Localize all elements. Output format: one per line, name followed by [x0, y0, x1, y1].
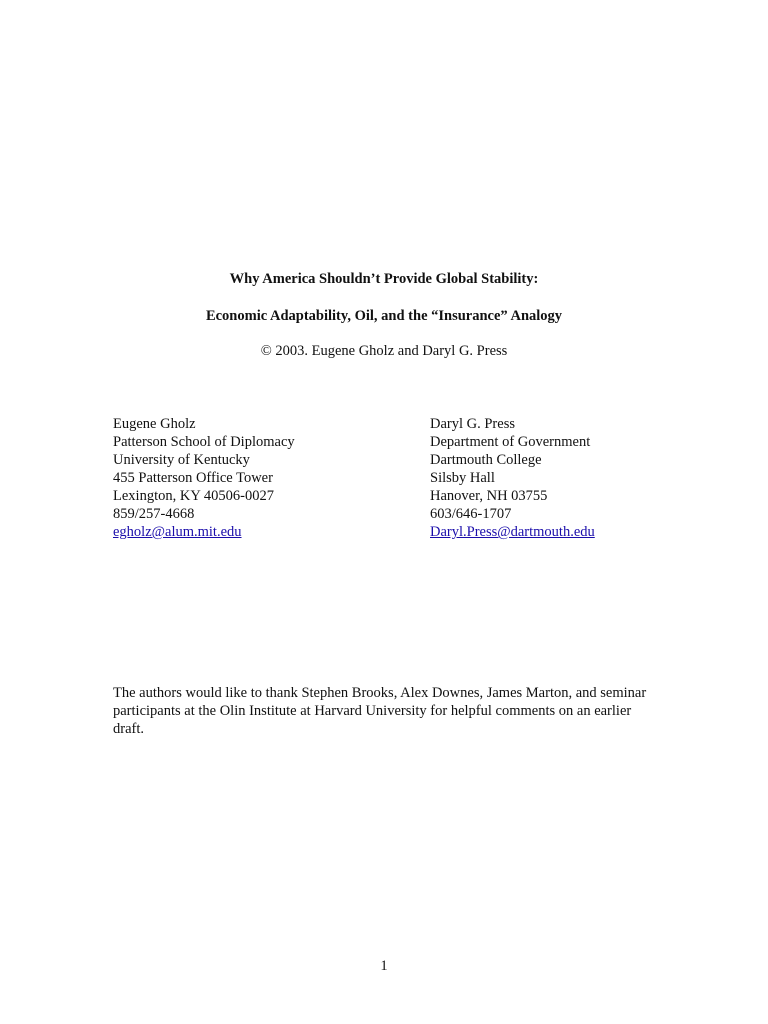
author-name: Eugene Gholz [113, 416, 196, 432]
author-institution: University of Kentucky [113, 452, 250, 468]
author-block-press [430, 415, 595, 541]
author-affiliation: Patterson School of Diplomacy [113, 434, 295, 450]
author-address-line-1: 455 Patterson Office Tower [113, 470, 273, 486]
acknowledgment-paragraph: The authors would like to thank Stephen Brooks, Alex Downes, James Marton, and seminar participants at the Olin Institute at Harvard University for helpful comments on an earlier draft. [113, 685, 647, 737]
paper-subtitle: Economic Adaptability, Oil, and the “Insurance” Analogy [205, 308, 563, 324]
page-number: 1 [380, 958, 388, 974]
author-phone: 603/646-1707 [430, 506, 512, 522]
author-phone: 859/257-4668 [113, 506, 195, 522]
author-email-link[interactable]: egholz@alum.mit.edu [113, 524, 242, 540]
copyright-notice: © 2003. Eugene Gholz and Daryl G. Press [260, 343, 508, 359]
author-block-gholz [113, 415, 295, 541]
author-affiliation: Department of Government [430, 434, 591, 450]
author-name: Daryl G. Press [430, 416, 515, 432]
author-email-link[interactable]: Daryl.Press@dartmouth.edu [430, 524, 595, 540]
author-institution: Dartmouth College [430, 452, 542, 468]
paper-title: Why America Shouldn’t Provide Global Stability: [229, 271, 539, 287]
author-address-line-2: Hanover, NH 03755 [430, 488, 548, 504]
author-address-line-1: Silsby Hall [430, 470, 495, 486]
author-address-line-2: Lexington, KY 40506-0027 [113, 488, 274, 504]
